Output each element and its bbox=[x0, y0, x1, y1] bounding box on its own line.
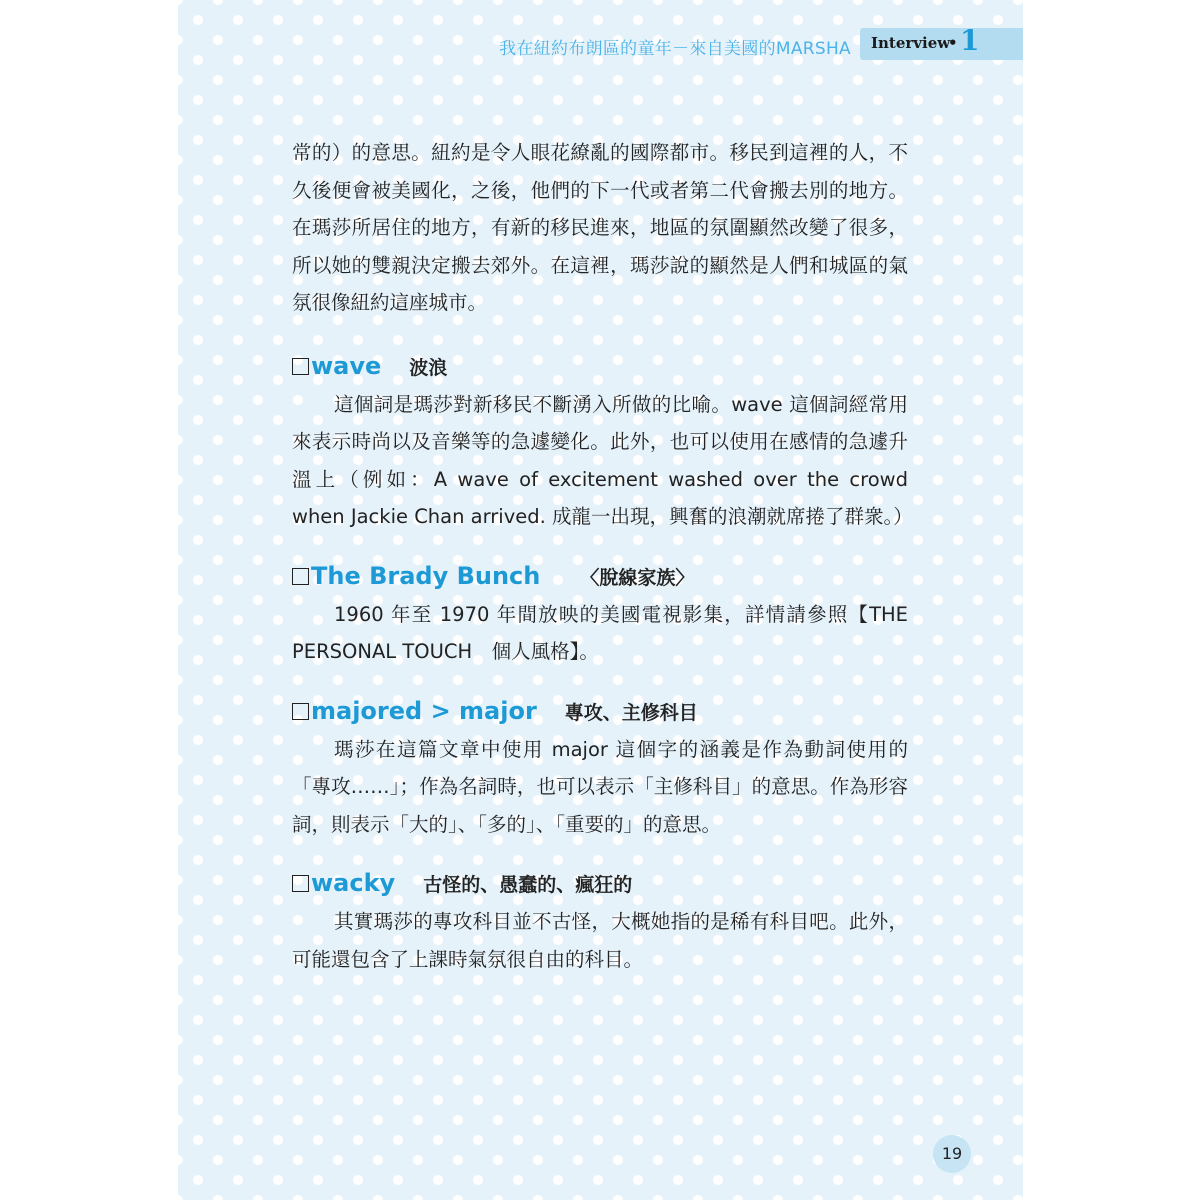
vocab-entry-wave bbox=[292, 346, 913, 536]
vocab-term: wave bbox=[311, 351, 382, 380]
vocab-explanation: 這個詞是瑪莎對新移民不斷湧入所做的比喻。wave 這個詞經常用來表示時尚以及音樂等的急遽變化。此外，也可以使用在感情的急遽升溫上（例如：A wave of excitement washed over the crowd when Jackie Chan arrived. 成龍一出現，興奮的浪潮就席捲了群衆。） bbox=[292, 392, 913, 528]
checkbox-icon bbox=[292, 703, 309, 720]
vocab-gloss: 〈脫線家族〉 bbox=[580, 566, 695, 589]
vocab-term-line bbox=[292, 691, 908, 731]
vocab-entry-brady-bunch bbox=[292, 556, 908, 671]
section-dot: • bbox=[948, 34, 958, 52]
vocab-term-line bbox=[292, 556, 908, 596]
page-number: 19 bbox=[933, 1135, 971, 1173]
vocab-explanation: 瑪莎在這篇文章中使用 major 這個字的涵義是作為動詞使用的「專攻……」；作為名詞時，也可以表示「主修科目」的意思。作為形容詞，則表示「大的」、「多的」、「重要的」的意思。 bbox=[292, 737, 908, 836]
running-title: 我在紐約布朗區的童年－來自美國的MARSHA bbox=[499, 39, 851, 59]
vocab-gloss: 古怪的、愚蠢的、瘋狂的 bbox=[423, 874, 633, 896]
vocab-explanation: 其實瑪莎的專攻科目並不古怪，大概她指的是稀有科目吧。此外，可能還包含了上課時氣氛很自由的科目。 bbox=[292, 910, 908, 971]
checkbox-icon bbox=[292, 875, 309, 892]
section-label: Interview bbox=[871, 34, 951, 52]
section-number: 1 bbox=[960, 24, 980, 57]
vocab-entry-wacky bbox=[292, 863, 908, 978]
intro-paragraph: 常的）的意思。紐約是令人眼花繚亂的國際都市。移民到這裡的人，不久後便會被美國化，之後，他們的下一代或者第二代會搬去別的地方。在瑪莎所居住的地方，有新的移民進來，地區的氛圍顯然改變了很多，所以她的雙親決定搬去郊外。在這裡，瑪莎說的顯然是人們和城區的氣氛很像紐約這座城市。 bbox=[292, 141, 908, 314]
checkbox-icon bbox=[292, 568, 309, 585]
vocab-gloss: 波浪 bbox=[409, 356, 448, 379]
page-content bbox=[292, 134, 913, 978]
vocab-term: The Brady Bunch bbox=[311, 561, 541, 590]
vocab-term: majored > major bbox=[311, 696, 537, 725]
vocab-term: wacky bbox=[311, 869, 396, 897]
vocab-explanation: 1960 年至 1970 年間放映的美國電視影集，詳情請參照【THE PERSONAL TOUCH 個人風格】。 bbox=[292, 602, 908, 663]
checkbox-icon bbox=[292, 358, 309, 375]
vocab-gloss: 專攻、主修科目 bbox=[564, 701, 698, 724]
vocab-term-line bbox=[292, 863, 908, 903]
book-page bbox=[178, 0, 1023, 1200]
vocab-term-line bbox=[292, 346, 908, 386]
vocab-entry-major bbox=[292, 691, 908, 844]
